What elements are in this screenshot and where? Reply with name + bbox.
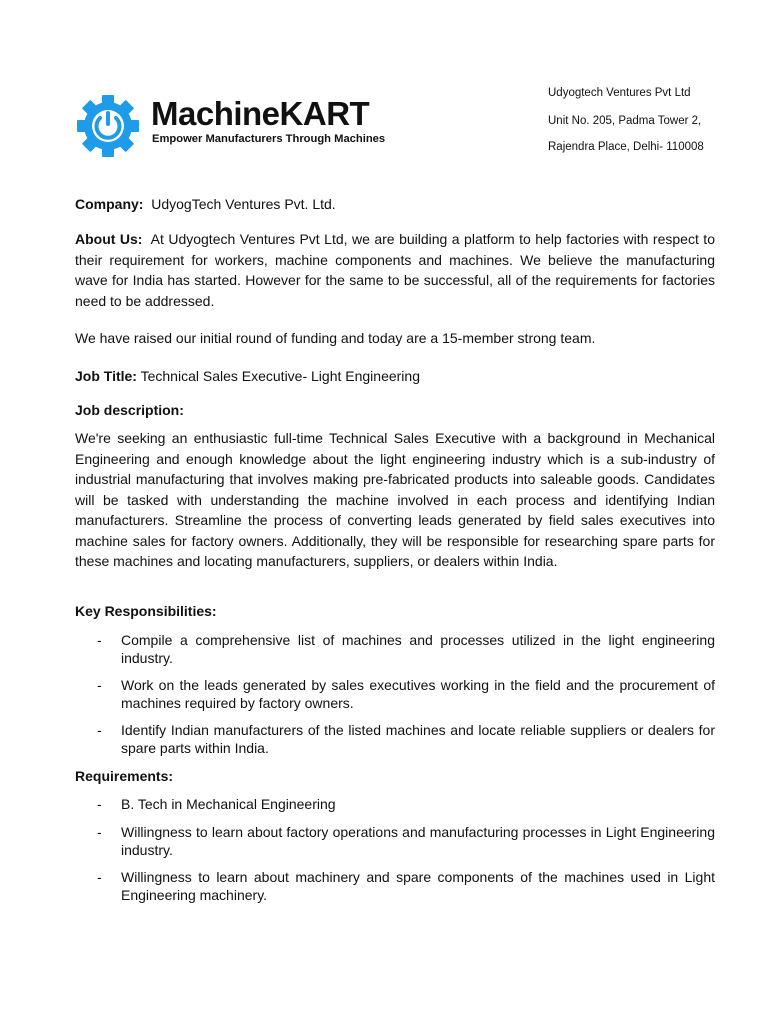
list-item-text: Compile a comprehensive list of machines and processes utilized in the light engineering industry. xyxy=(121,632,715,666)
bullet-dash: - xyxy=(97,869,102,885)
job-description-text: We're seeking an enthusiastic full-time Technical Sales Executive with a background in Mechanical Engineering and enough knowledge about the light engineering industry which is a sub-industry of industrial manufacturing that involves making pre-fabricated products into saleable goods. Candidates will be tasked with understanding the machine involved in each process and identifying Indian manufacturers. Streamline the process of converting leads generated by field sales executives into machine sales for factory owners. Additionally, they will be responsible for researching spare parts for these machines and locating manufacturers, suppliers, or dealers within India. xyxy=(75,430,715,569)
logo-wordmark: MachineKART xyxy=(151,95,370,132)
list-item-text: Willingness to learn about machinery and spare components of the machines used in Light Engineering machinery. xyxy=(121,869,715,903)
gear-power-icon xyxy=(76,94,140,158)
company-logo xyxy=(76,94,416,158)
about-paragraph xyxy=(75,229,715,311)
list-item-text: B. Tech in Mechanical Engineering xyxy=(121,796,336,812)
logo-tagline: Empower Manufacturers Through Machines xyxy=(152,133,386,145)
job-title-line xyxy=(75,366,715,387)
about-label: About Us: xyxy=(75,231,143,247)
job-title-label: Job Title: xyxy=(75,368,137,384)
bullet-dash: - xyxy=(97,796,102,812)
funding-paragraph: We have raised our initial round of funding and today are a 15-member strong team. xyxy=(75,330,596,346)
bullet-dash: - xyxy=(97,824,102,840)
company-value: UdyogTech Ventures Pvt. Ltd. xyxy=(151,196,336,212)
job-description-heading: Job description: xyxy=(75,402,184,418)
about-text: At Udyogtech Ventures Pvt Ltd, we are building a platform to help factories with respect to their requirement for workers, machine components and machines. We believe the manufacturing wave for India has started. However for the same to be successful, all of the requirements for factories need to be addressed. xyxy=(75,231,715,309)
list-item-text: Willingness to learn about factory operations and manufacturing processes in Light Engineering industry. xyxy=(121,824,715,858)
bullet-dash: - xyxy=(97,632,102,648)
company-line xyxy=(75,194,715,215)
bullet-dash: - xyxy=(97,677,102,693)
list-item-text: Work on the leads generated by sales executives working in the field and the procurement of machines required by factory owners. xyxy=(121,677,715,711)
list-item-text: Identify Indian manufacturers of the listed machines and locate reliable suppliers or dealers for spare parts within India. xyxy=(121,722,715,756)
requirements-heading: Requirements: xyxy=(75,768,174,784)
job-title-value: Technical Sales Executive- Light Engineering xyxy=(140,368,420,384)
address-line-company: Udyogtech Ventures Pvt Ltd xyxy=(548,87,691,99)
address-line-city: Rajendra Place, Delhi- 110008 xyxy=(548,141,704,153)
responsibilities-heading: Key Responsibilities: xyxy=(75,603,217,619)
address-line-unit: Unit No. 205, Padma Tower 2, xyxy=(548,115,702,127)
bullet-dash: - xyxy=(97,722,102,738)
company-label: Company: xyxy=(75,196,144,212)
